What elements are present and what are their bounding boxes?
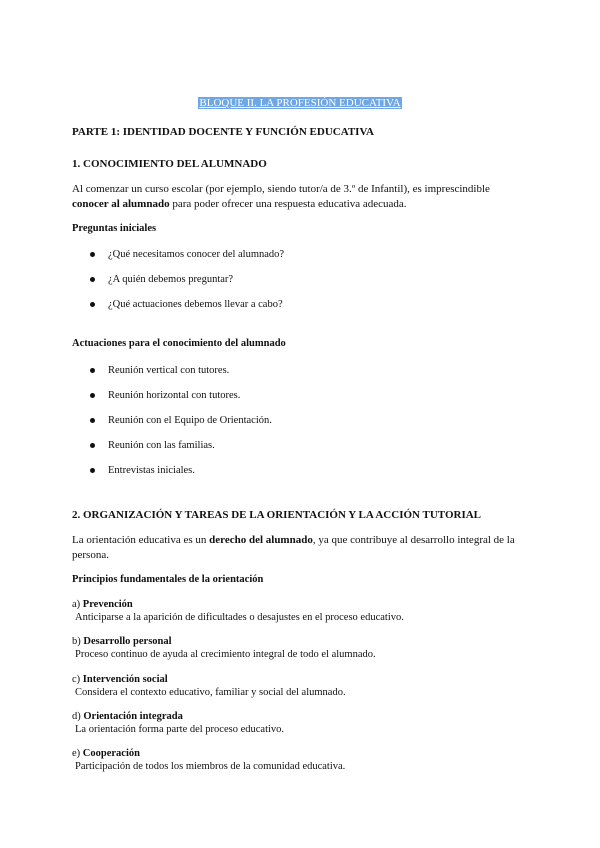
principio-name: Prevención bbox=[82, 599, 133, 610]
list-item: Reunión con el Equipo de Orientación. bbox=[88, 414, 272, 439]
principio-name: Orientación integrada bbox=[83, 711, 183, 722]
section1-title: 1. CONOCIMIENTO DEL ALUMNADO bbox=[72, 158, 267, 170]
section1-intro-part2: para poder ofrecer una respuesta educativa adecuada. bbox=[169, 198, 407, 210]
actuaciones-list bbox=[88, 364, 272, 489]
principio-name: Desarrollo personal bbox=[83, 636, 172, 647]
principio-name: Intervención social bbox=[82, 674, 168, 685]
section2-title: 2. ORGANIZACIÓN Y TAREAS DE LA ORIENTACIÓN Y LA ACCIÓN TUTORIAL bbox=[72, 509, 482, 521]
principio-item bbox=[72, 635, 376, 661]
list-item: ¿A quién debemos preguntar? bbox=[88, 273, 284, 298]
bloque-title-text: BLOQUE II. LA PROFESIÓN EDUCATIVA bbox=[199, 97, 401, 109]
section2-intro-part1: La orientación educativa es un bbox=[72, 534, 210, 546]
principio-desc: Participación de todos los miembros de la comunidad educativa. bbox=[75, 761, 346, 772]
principio-desc: Considera el contexto educativo, familiar y social del alumnado. bbox=[75, 687, 346, 698]
list-item: Reunión horizontal con tutores. bbox=[88, 389, 272, 414]
principio-letter: e) bbox=[72, 748, 83, 759]
list-item: ¿Qué necesitamos conocer del alumnado? bbox=[88, 248, 284, 273]
parte-title: PARTE 1: IDENTIDAD DOCENTE Y FUNCIÓN EDUCATIVA bbox=[72, 126, 374, 138]
bloque-title bbox=[0, 96, 600, 110]
section1-intro-part1: Al comenzar un curso escolar (por ejemplo, siendo tutor/a de 3.º de Infantil), es imprescindible bbox=[72, 183, 490, 195]
list-item: Reunión con las familias. bbox=[88, 439, 272, 464]
list-item: Entrevistas iniciales. bbox=[88, 464, 272, 489]
preguntas-title: Preguntas iniciales bbox=[72, 223, 157, 234]
principio-item bbox=[72, 673, 346, 699]
principio-item bbox=[72, 747, 345, 773]
section1-intro bbox=[72, 182, 532, 212]
section2-intro-bold: derecho del alumnado bbox=[209, 534, 313, 546]
actuaciones-title: Actuaciones para el conocimiento del alumnado bbox=[72, 338, 286, 349]
list-item: Reunión vertical con tutores. bbox=[88, 364, 272, 389]
principio-name: Cooperación bbox=[82, 748, 140, 759]
section2-intro bbox=[72, 533, 532, 563]
principio-item bbox=[72, 598, 404, 624]
principio-desc: Anticiparse a la aparición de dificultades o desajustes en el proceso educativo. bbox=[75, 612, 404, 623]
principio-letter: b) bbox=[72, 636, 84, 647]
list-item: ¿Qué actuaciones debemos llevar a cabo? bbox=[88, 298, 284, 323]
principio-letter: a) bbox=[72, 599, 83, 610]
principio-letter: c) bbox=[72, 674, 83, 685]
section1-intro-bold: conocer al alumnado bbox=[72, 198, 170, 210]
section2-intro-part2: , ya que contribuye al desarrollo integral de la persona. bbox=[72, 534, 515, 561]
principio-desc: Proceso continuo de ayuda al crecimiento integral de todo el alumnado. bbox=[75, 649, 376, 660]
principio-item bbox=[72, 710, 284, 736]
principios-title: Principios fundamentales de la orientación bbox=[72, 574, 264, 585]
preguntas-list bbox=[88, 248, 284, 323]
principio-letter: d) bbox=[72, 711, 84, 722]
principio-desc: La orientación forma parte del proceso educativo. bbox=[75, 724, 285, 735]
